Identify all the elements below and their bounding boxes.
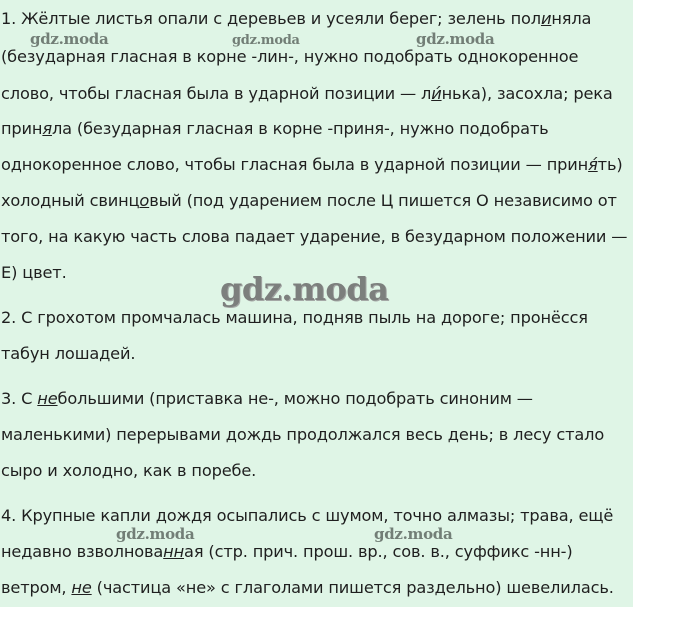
text-run: няла <box>551 9 592 28</box>
text-line-10 <box>1 344 135 364</box>
text-line-15 <box>1 542 573 562</box>
text-run: (безударная гласная в корне -лин-, нужно подобрать однокоренное <box>1 47 579 66</box>
text-line-6 <box>1 191 617 211</box>
text-run: прин <box>1 119 43 138</box>
watermark-logo: gdz.moda <box>374 525 453 543</box>
text-line-7 <box>1 227 627 247</box>
text-run: 2. С грохотом промчалась машина, подняв пыль на дороге; пронёсся <box>1 308 588 327</box>
highlighted-letter: и́ <box>431 84 442 103</box>
text-line-8 <box>1 263 67 283</box>
watermark-logo: gdz.moda <box>232 33 300 48</box>
watermark-logo-large: gdz.moda <box>220 270 389 308</box>
highlighted-letter: я <box>42 119 52 138</box>
text-run: большими (приставка не-, можно подобрать синоним — <box>57 389 533 408</box>
text-run: ть) <box>597 155 623 174</box>
text-run: ая (стр. прич. прош. вр., сов. в., суффикс -нн-) <box>184 542 573 561</box>
highlighted-letter: не <box>71 578 92 597</box>
highlighted-letter: не <box>37 389 58 408</box>
highlighted-letter: я́ <box>588 155 598 174</box>
text-line-3 <box>1 84 613 104</box>
text-run: вый (под ударением после Ц пишется О независимо от <box>149 191 617 210</box>
text-run: маленькими) перерывами дождь продолжался весь день; в лесу стало <box>1 425 605 444</box>
text-run: однокоренное слово, чтобы гласная была в ударной позиции — прин <box>1 155 589 174</box>
text-line-5 <box>1 155 623 175</box>
text-run: слово, чтобы гласная была в ударной позиции — л <box>1 84 432 103</box>
text-line-11 <box>1 389 533 409</box>
highlighted-letter: нн <box>163 542 185 561</box>
text-run: Е) цвет. <box>1 263 67 282</box>
text-line-4 <box>1 119 549 139</box>
text-line-2 <box>1 47 578 67</box>
text-run: (частица «не» с глаголами пишется раздельно) шевелилась. <box>91 578 614 597</box>
text-run: ветром, <box>1 578 72 597</box>
text-line-1 <box>1 9 591 29</box>
text-line-9 <box>1 308 588 328</box>
text-line-16 <box>1 578 614 598</box>
page-background <box>0 607 680 641</box>
text-run: сыро и холодно, как в поребе. <box>1 461 257 480</box>
text-line-13 <box>1 461 256 481</box>
text-run: недавно взволнова <box>1 542 164 561</box>
text-run: 1. Жёлтые листья опали с деревьев и усеяли берег; зелень пол <box>1 9 541 28</box>
watermark-logo: gdz.moda <box>116 525 195 543</box>
text-run: того, на какую часть слова падает ударение, в безударном положении — <box>1 227 628 246</box>
highlighted-letter: о <box>139 191 150 210</box>
watermark-logo: gdz.moda <box>416 30 495 48</box>
text-line-12 <box>1 425 604 445</box>
text-line-14 <box>1 506 613 526</box>
text-run: холодный свинц <box>1 191 140 210</box>
text-run: нька), засохла; река <box>441 84 613 103</box>
highlighted-letter: и <box>540 9 552 28</box>
text-run: 4. Крупные капли дождя осыпались с шумом, точно алмазы; трава, ещё <box>1 506 614 525</box>
watermark-logo: gdz.moda <box>30 30 109 48</box>
text-run: табун лошадей. <box>1 344 136 363</box>
text-run: 3. С <box>1 389 38 408</box>
text-run: ла (безударная гласная в корне -приня-, нужно подобрать <box>51 119 549 138</box>
